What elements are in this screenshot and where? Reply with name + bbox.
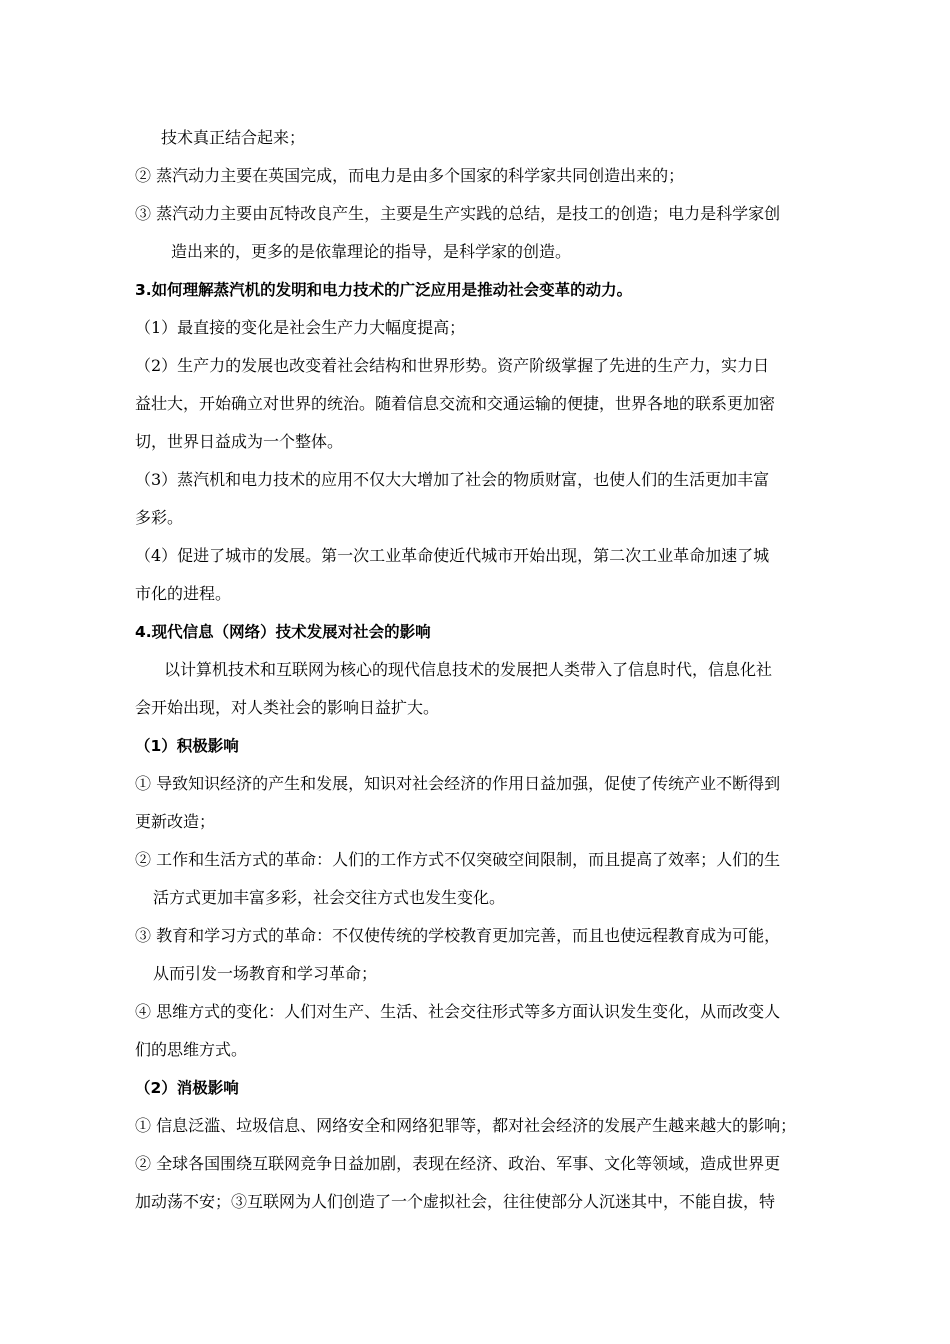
paragraph-line: 益壮大，开始确立对世界的统治。随着信息交流和交通运输的便捷，世界各地的联系更加密 [135,394,776,413]
section-heading-4: 4.现代信息（网络）技术发展对社会的影响 [135,623,431,641]
paragraph-line: 切，世界日益成为一个整体。 [135,432,344,451]
list-item-1: ① 信息泛滥、垃圾信息、网络安全和网络犯罪等，都对社会经济的发展产生越来越大的影响； [135,1116,797,1135]
list-item-2: ② 全球各国围绕互联网竞争日益加剧，表现在经济、政治、军事、文化等领域，造成世界更 [135,1154,781,1173]
list-item-1: ① 导致知识经济的产生和发展，知识对社会经济的作用日益加强，促使了传统产业不断得到 [135,774,781,793]
list-item-2: （2）生产力的发展也改变着社会结构和世界形势。资产阶级掌握了先进的生产力，实力日 [135,356,770,375]
paragraph-line: 更新改造； [135,812,216,831]
paragraph-line: 多彩。 [135,508,184,527]
paragraph-line: 以计算机技术和互联网为核心的现代信息技术的发展把人类带入了信息时代，信息化社 [164,660,773,679]
section-heading-3: 3.如何理解蒸汽机的发明和电力技术的广泛应用是推动社会变革的动力。 [135,281,633,299]
paragraph-line: 会开始出现，对人类社会的影响日益扩大。 [135,698,440,717]
list-item-2: ② 蒸汽动力主要在英国完成，而电力是由多个国家的科学家共同创造出来的； [135,166,685,185]
subheading-negative: （2）消极影响 [135,1079,239,1097]
list-item-2: ② 工作和生活方式的革命：人们的工作方式不仅突破空间限制，而且提高了效率；人们的生 [135,850,781,869]
paragraph-line: 技术真正结合起来； [161,128,306,147]
list-item-1: （1）最直接的变化是社会生产力大幅度提高； [135,318,466,337]
paragraph-line: 活方式更加丰富多彩，社会交往方式也发生变化。 [153,888,506,907]
list-item-4: ④ 思维方式的变化：人们对生产、生活、社会交往形式等多方面认识发生变化，从而改变人 [135,1002,781,1021]
paragraph-line: 从而引发一场教育和学习革命； [153,964,378,983]
list-item-3: （3）蒸汽机和电力技术的应用不仅大大增加了社会的物质财富，也使人们的生活更加丰富 [135,470,770,489]
paragraph-line: 造出来的，更多的是依靠理论的指导，是科学家的创造。 [171,242,572,261]
list-item-3: ③ 教育和学习方式的革命：不仅使传统的学校教育更加完善，而且也使远程教育成为可能， [135,926,781,945]
list-item-4: （4）促进了城市的发展。第一次工业革命使近代城市开始出现，第二次工业革命加速了城 [135,546,770,565]
paragraph-line: 市化的进程。 [135,584,232,603]
paragraph-line: 们的思维方式。 [135,1040,248,1059]
paragraph-line: 加动荡不安；③互联网为人们创造了一个虚拟社会，往往使部分人沉迷其中，不能自拔，特 [135,1192,776,1211]
list-item-3: ③ 蒸汽动力主要由瓦特改良产生，主要是生产实践的总结，是技工的创造；电力是科学家创 [135,204,781,223]
subheading-positive: （1）积极影响 [135,737,239,755]
